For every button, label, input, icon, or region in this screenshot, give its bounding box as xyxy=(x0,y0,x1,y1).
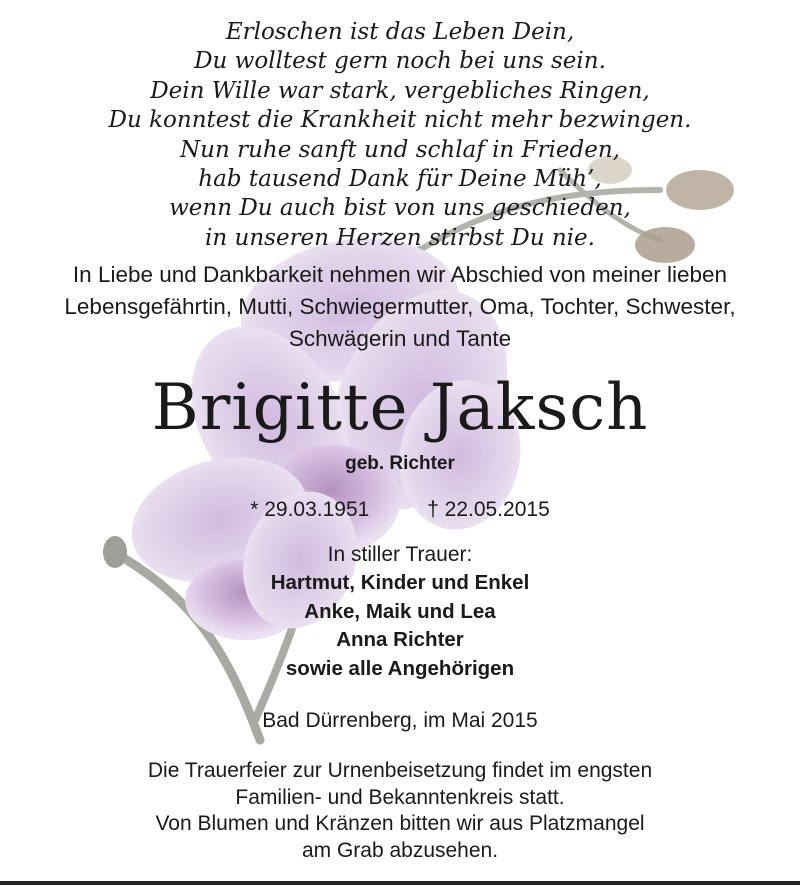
poem-line: wenn Du auch bist von uns geschieden, xyxy=(169,195,631,222)
mourner-name: Anna Richter xyxy=(336,628,464,651)
death-date: † 22.05.2015 xyxy=(427,498,550,521)
intro-line: Schwägerin und Tante xyxy=(288,326,512,351)
deceased-name: Brigitte Jaksch xyxy=(151,371,649,445)
notice-line: am Grab abzusehen. xyxy=(301,838,499,862)
poem-line: Nun ruhe sanft und schlaf in Frieden, xyxy=(180,136,620,163)
intro-text xyxy=(0,259,800,355)
poem-line: in unseren Herzen stirbst Du nie. xyxy=(205,224,595,251)
mourner-name: Anke, Maik und Lea xyxy=(304,599,496,623)
birth-date: * 29.03.1951 xyxy=(250,498,370,521)
poem-line: Erloschen ist das Leben Dein, xyxy=(225,19,575,45)
poem-line: Du konntest die Krankheit nicht mehr bezwingen. xyxy=(108,107,692,134)
mourner-name: sowie alle Angehörigen xyxy=(285,656,515,680)
poem xyxy=(0,18,800,253)
poem-line: Du wolltest gern noch bei uns sein. xyxy=(194,48,606,75)
life-dates xyxy=(0,496,800,524)
mourners-block xyxy=(0,541,800,683)
poem-line: hab tausend Dank für Deine Müh’, xyxy=(198,166,602,193)
maiden-name: geb. Richter xyxy=(345,453,455,474)
intro-line: Lebensgefährtin, Mutti, Schwiegermutter, Oma, Tochter, Schwester, xyxy=(64,294,736,319)
mourner-name: Hartmut, Kinder und Enkel xyxy=(270,571,530,594)
funeral-notice xyxy=(0,758,800,864)
poem-line: Dein Wille war stark, vergebliches Ringen, xyxy=(150,77,650,104)
intro-line: In Liebe und Dankbarkeit nehmen wir Abschied von meiner lieben xyxy=(72,262,728,287)
place-date: Bad Dürrenberg, im Mai 2015 xyxy=(262,709,538,732)
mourning-label: In stiller Trauer: xyxy=(327,543,473,566)
notice-line: Die Trauerfeier zur Urnenbeisetzung findet im engsten xyxy=(147,759,653,782)
notice-line: Familien- und Bekanntenkreis statt. xyxy=(235,785,565,809)
notice-line: Von Blumen und Kränzen bitten wir aus Platzmangel xyxy=(155,812,645,835)
